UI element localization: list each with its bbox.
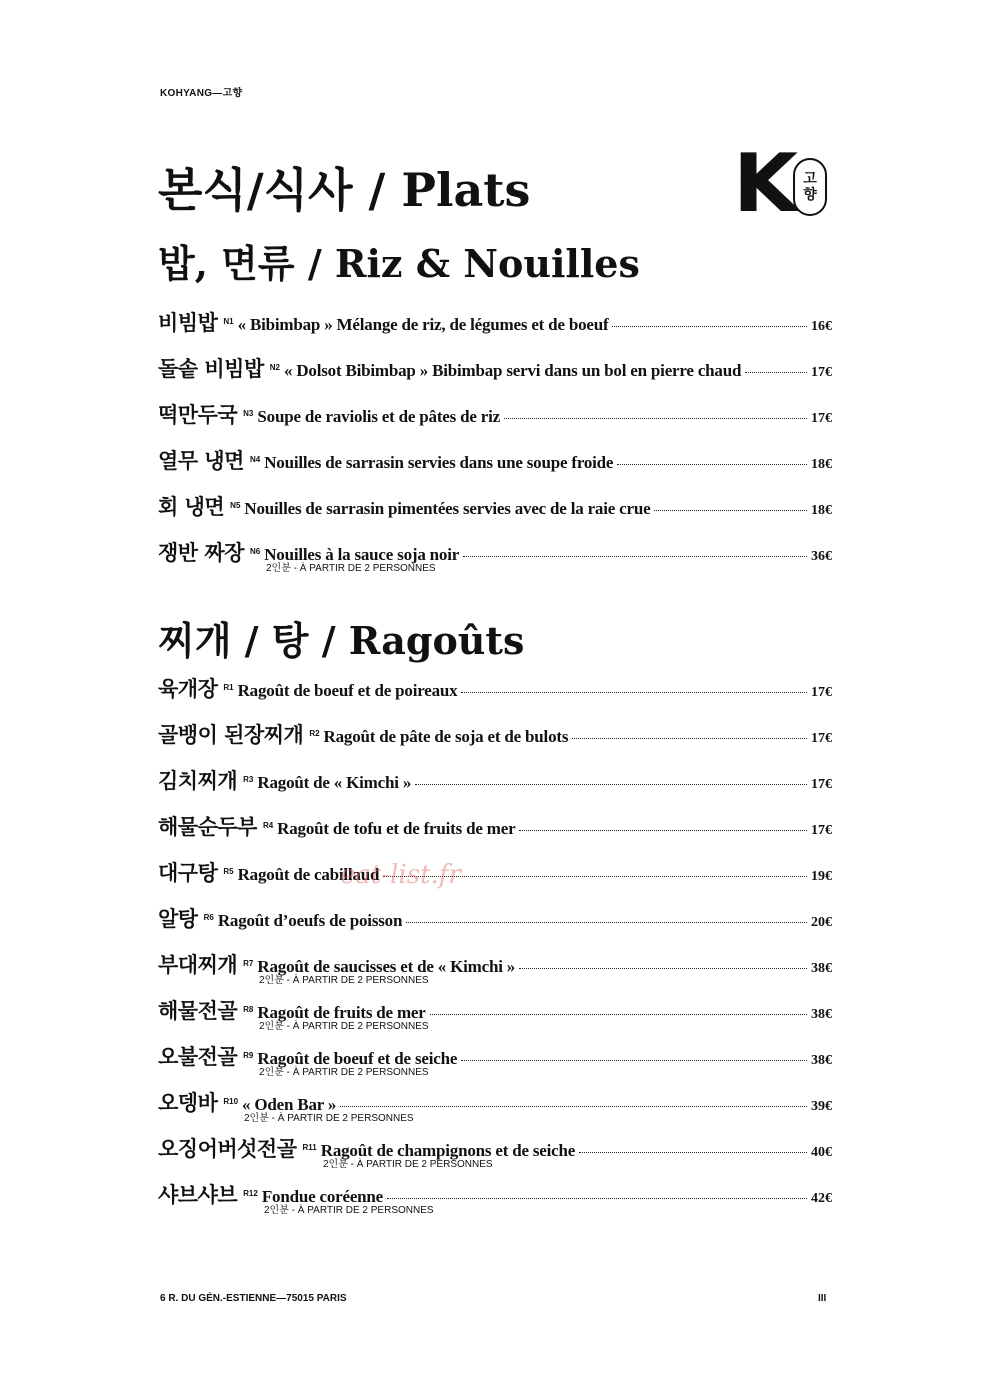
menu-item (158, 1087, 832, 1124)
menu-item-description: Ragoût d’oeufs de poisson (217, 911, 403, 930)
menu-item-korean-name: 김치찌개 (158, 769, 238, 793)
dot-leader (519, 967, 807, 969)
menu-item-korean-name: 알탕 (158, 907, 198, 931)
dot-leader (572, 737, 807, 739)
menu-item-korean-name: 돌솥 비빔밥 (158, 357, 264, 381)
dot-leader (579, 1151, 807, 1153)
menu-item-price: 38€ (811, 1053, 832, 1068)
dot-leader (617, 463, 807, 465)
menu-item-row (158, 353, 832, 383)
menu-item-description: Ragoût de pâte de soja et de bulots (323, 727, 569, 746)
menu-item (158, 949, 832, 986)
menu-item-price: 17€ (811, 823, 832, 838)
menu-item-korean-name: 오징어버섯전골 (158, 1137, 297, 1161)
menu-item-row (158, 307, 832, 337)
section-title-plats: 본식/식사 / Plats (158, 163, 531, 217)
menu-item-serving-note: 2인분 - À PARTIR DE 2 PERSONNES (259, 1021, 429, 1032)
menu-item-price: 19€ (811, 869, 832, 884)
menu-item-price: 20€ (811, 915, 832, 930)
menu-item-price: 17€ (811, 685, 832, 700)
brand-header: KOHYANG—고향 (160, 88, 243, 99)
menu-item-description: Fondue coréenne (261, 1187, 384, 1206)
menu-item-row (158, 811, 832, 841)
menu-item-row (158, 491, 832, 521)
menu-item-price: 17€ (811, 731, 832, 746)
dot-leader (612, 325, 807, 327)
dot-leader (463, 555, 807, 557)
menu-item-korean-name: 부대찌개 (158, 953, 238, 977)
menu-item (158, 1133, 832, 1170)
menu-item-description: Nouilles de sarrasin pimentées servies avec de la raie crue (244, 499, 651, 518)
menu-item-korean-name: 오불전골 (158, 1045, 238, 1069)
menu-item-row (158, 673, 832, 703)
menu-item (158, 1041, 832, 1078)
menu-item-code: R10 (223, 1097, 239, 1106)
menu-item-price: 36€ (811, 549, 832, 564)
menu-item-korean-name: 샤브샤브 (158, 1183, 238, 1207)
menu-item-serving-note: 2인분 - À PARTIR DE 2 PERSONNES (323, 1159, 493, 1170)
menu-item-row (158, 399, 832, 429)
menu-item-price: 18€ (811, 457, 832, 472)
menu-item-code: R6 (203, 913, 214, 922)
menu-item-description: Nouilles de sarrasin servies dans une soupe froide (264, 453, 614, 472)
menu-item-description: Nouilles à la sauce soja noir (264, 545, 460, 564)
dot-leader (415, 783, 807, 785)
menu-item-description: Ragoût de fruits de mer (257, 1003, 426, 1022)
menu-item-row (158, 1179, 832, 1209)
logo-circle-bottom: 향 (803, 187, 817, 203)
menu-item-code: R1 (223, 683, 234, 692)
menu-item-description: Ragoût de champignons et de seiche (320, 1141, 576, 1160)
menu-item-description: Ragoût de saucisses et de « Kimchi » (257, 957, 516, 976)
dot-leader (504, 417, 807, 419)
footer-page-number: III (818, 1293, 827, 1304)
logo-circle-badge (793, 158, 827, 216)
menu-item-price: 42€ (811, 1191, 832, 1206)
dot-leader (340, 1105, 807, 1107)
menu-item-code: R4 (262, 821, 274, 830)
menu-item-description: Ragoût de boeuf et de poireaux (237, 681, 458, 700)
menu-item (158, 673, 832, 703)
menu-item (158, 719, 832, 749)
menu-item-code: N1 (223, 317, 234, 326)
section-title-riz-nouilles: 밥, 면류 / Riz & Nouilles (158, 241, 640, 286)
menu-item-code: N5 (230, 501, 241, 510)
menu-item-price: 17€ (811, 365, 832, 380)
menu-item-code: R2 (309, 729, 320, 738)
menu-item-row (158, 857, 832, 887)
menu-item-code: N6 (249, 547, 261, 556)
menu-item-row (158, 765, 832, 795)
menu-item-price: 40€ (811, 1145, 832, 1160)
menu-item (158, 537, 832, 574)
menu-item-korean-name: 골뱅이 된장찌개 (158, 723, 304, 747)
menu-item-serving-note: 2인분 - À PARTIR DE 2 PERSONNES (264, 1205, 434, 1216)
menu-item-korean-name: 열무 냉면 (158, 449, 244, 473)
menu-item-serving-note: 2인분 - À PARTIR DE 2 PERSONNES (259, 1067, 429, 1078)
dot-leader (745, 371, 807, 373)
menu-item-korean-name: 해물전골 (158, 999, 238, 1023)
menu-item-serving-note: 2인분 - À PARTIR DE 2 PERSONNES (266, 563, 436, 574)
logo-letter: K (733, 137, 794, 230)
menu-item-price: 17€ (811, 411, 832, 426)
menu-item-price: 38€ (811, 1007, 832, 1022)
menu-item-row (158, 537, 832, 567)
menu-item-code: R7 (243, 959, 254, 968)
dot-leader (387, 1197, 807, 1199)
menu-item-description: Ragoût de cabillaud (237, 865, 380, 884)
dot-leader (461, 691, 807, 693)
menu-item-price: 18€ (811, 503, 832, 518)
dot-leader (519, 829, 807, 831)
menu-item (158, 445, 832, 475)
menu-item (158, 491, 832, 521)
menu-item (158, 399, 832, 429)
menu-item-row (158, 1133, 832, 1163)
menu-item-code: R9 (243, 1051, 254, 1060)
menu-item (158, 903, 832, 933)
menu-item-description: Ragoût de « Kimchi » (257, 773, 412, 792)
menu-item-row (158, 903, 832, 933)
menu-item-description: « Oden Bar » (242, 1095, 337, 1114)
menu-item (158, 1179, 832, 1216)
menu-item-description: « Bibimbap » Mélange de riz, de légumes et de boeuf (237, 315, 609, 334)
menu-item-code: R3 (243, 775, 254, 784)
menu-item-korean-name: 회 냉면 (158, 495, 225, 519)
kohyang-logo (733, 137, 833, 230)
menu-item-row (158, 719, 832, 749)
footer-address: 6 R. DU GÉN.-ESTIENNE—75015 PARIS (160, 1293, 347, 1304)
menu-item-korean-name: 대구탕 (158, 861, 218, 885)
dot-leader (654, 509, 807, 511)
logo-circle-top: 고 (803, 171, 817, 187)
menu-item-description: Soupe de raviolis et de pâtes de riz (257, 407, 500, 426)
menu-item-code: N3 (243, 409, 254, 418)
menu-item-price: 16€ (811, 319, 832, 334)
menu-item-code: R11 (302, 1143, 317, 1152)
menu-item (158, 995, 832, 1032)
menu-item-korean-name: 해물순두부 (158, 815, 257, 839)
menu-item (158, 307, 832, 337)
dot-leader (461, 1059, 807, 1061)
menu-item-code: R5 (223, 867, 234, 876)
menu-item-code: R8 (243, 1005, 254, 1014)
watermark: eat-list.fr (340, 860, 461, 890)
menu-item-description: « Dolsot Bibimbap » Bibimbap servi dans un bol en pierre chaud (283, 361, 742, 380)
menu-item-price: 17€ (811, 777, 832, 792)
menu-item-korean-name: 떡만두국 (158, 403, 238, 427)
menu-item-price: 39€ (811, 1099, 832, 1114)
menu-item-korean-name: 비빔밥 (158, 311, 218, 335)
dot-leader (406, 921, 807, 923)
menu-item-korean-name: 쟁반 짜장 (158, 541, 244, 565)
menu-item-description: Ragoût de tofu et de fruits de mer (277, 819, 516, 838)
menu-item-code: R12 (243, 1189, 258, 1198)
menu-item-price: 38€ (811, 961, 832, 976)
menu-item-description: Ragoût de boeuf et de seiche (257, 1049, 458, 1068)
menu-item (158, 811, 832, 841)
menu-item-row (158, 445, 832, 475)
dot-leader (430, 1013, 807, 1015)
menu-item-code: N4 (249, 455, 261, 464)
menu-item (158, 857, 832, 887)
menu-item-serving-note: 2인분 - À PARTIR DE 2 PERSONNES (244, 1113, 414, 1124)
menu-item-serving-note: 2인분 - À PARTIR DE 2 PERSONNES (259, 975, 429, 986)
section-title-ragouts: 찌개 / 탕 / Ragoûts (158, 618, 525, 663)
menu-item-korean-name: 오뎅바 (158, 1091, 218, 1115)
menu-item (158, 353, 832, 383)
menu-item-code: N2 (269, 363, 280, 372)
menu-item (158, 765, 832, 795)
menu-item-korean-name: 육개장 (158, 677, 218, 701)
